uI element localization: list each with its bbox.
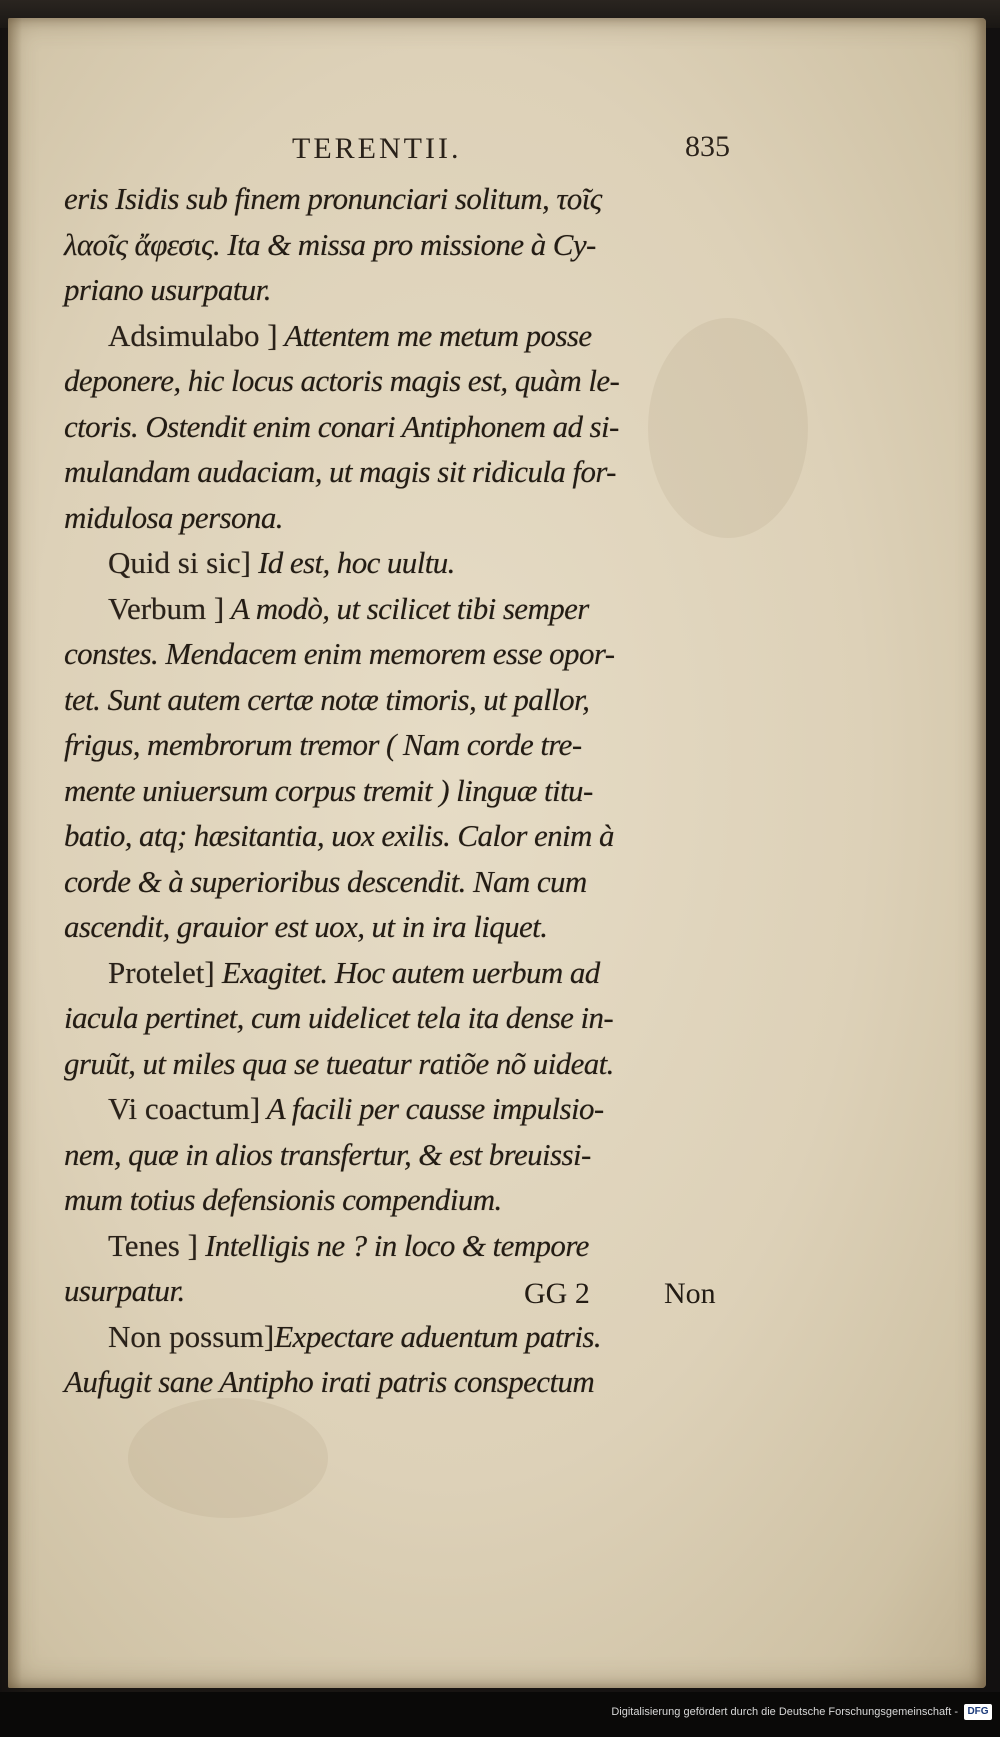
line-text: ctoris. Ostendit enim conari Antiphonem ad si- — [64, 408, 619, 444]
running-head-title: TERENTII. — [292, 132, 462, 165]
text-line — [64, 1177, 754, 1223]
text-line — [64, 495, 754, 541]
dfg-logo-icon: DFG — [964, 1704, 992, 1720]
line-text: ascendit, grauior est uox, ut in ira liquet. — [64, 909, 548, 944]
line-text: mulandam audaciam, ut magis sit ridicula for- — [64, 454, 616, 489]
text-line — [64, 1041, 754, 1087]
digitization-credit: Digitalisierung gefördert durch die Deutsche Forschungsgemeinschaft - — [611, 1706, 958, 1718]
text-line — [64, 1359, 754, 1405]
line-text: iacula pertinet, cum uidelicet tela ita dense in- — [64, 1000, 614, 1035]
lemma: Vi coactum] — [108, 1091, 261, 1126]
book-page — [8, 18, 986, 1688]
text-line — [64, 1086, 754, 1132]
lemma: Tenes ] — [108, 1227, 198, 1263]
running-head — [68, 126, 768, 176]
text-line — [64, 768, 754, 814]
line-text: Aufugit sane Antipho irati patris conspectum — [64, 1364, 595, 1399]
commentary-text — [64, 176, 754, 1405]
catchword: Non — [664, 1277, 716, 1310]
text-line — [64, 950, 754, 996]
lemma: Adsimulabo ] — [108, 317, 278, 353]
text-line — [64, 267, 754, 313]
lemma: Quid si sic] — [108, 545, 251, 580]
text-line — [64, 449, 754, 495]
text-line — [64, 358, 754, 404]
text-line — [64, 1223, 754, 1269]
line-text: eris Isidis sub finem pronunciari solitum, τοῖς — [64, 181, 602, 216]
text-line — [64, 313, 754, 359]
lemma: Protelet] — [108, 954, 215, 990]
line-text: mum totius defensionis compendium. — [64, 1182, 502, 1217]
signature-mark: GG 2 — [524, 1277, 590, 1310]
line-text: deponere, hic locus actoris magis est, quàm le- — [64, 363, 620, 398]
text-line — [64, 222, 754, 268]
text-line — [64, 813, 754, 859]
line-text: Id est, hoc uultu. — [250, 545, 455, 580]
line-text: A facili per causse impulsio- — [260, 1091, 604, 1126]
line-text: Attentem me metum posse — [277, 317, 592, 353]
text-line — [64, 586, 754, 632]
line-text: λαοῖς ἄφεσις. Ita & missa pro missione à Cy- — [64, 226, 596, 262]
line-text: Expectare aduentum patris. — [274, 1318, 601, 1354]
line-text: priano usurpatur. — [64, 272, 271, 307]
line-text: constes. Mendacem enim memorem esse opor- — [64, 636, 615, 671]
text-line — [64, 722, 754, 768]
text-line — [64, 1132, 754, 1178]
line-text: corde & à superioribus descendit. Nam cum — [64, 863, 587, 899]
line-text: Intelligis ne ? in loco & tempore — [197, 1227, 589, 1263]
text-line — [64, 904, 754, 950]
text-line — [64, 859, 754, 905]
text-line — [64, 176, 754, 222]
line-text: A modò, ut scilicet tibi semper — [224, 590, 589, 626]
line-text: usurpatur. — [64, 1273, 185, 1308]
line-text: frigus, membrorum tremor ( Nam corde tre- — [64, 727, 582, 762]
lemma: Verbum ] — [108, 590, 225, 626]
line-text: mente uniuersum corpus tremit ) linguæ titu- — [64, 772, 593, 808]
text-line — [64, 404, 754, 450]
text-line — [64, 631, 754, 677]
line-text: gruũt, ut miles qua se tueatur ratiõe nõ uideat. — [64, 1045, 614, 1081]
line-text: batio, atq; hæsitantia, uox exilis. Calor enim à — [64, 818, 614, 853]
lemma: Non possum] — [108, 1318, 275, 1354]
text-line — [64, 540, 754, 586]
text-line — [64, 995, 754, 1041]
line-text: tet. Sunt autem certæ notæ timoris, ut pallor, — [64, 681, 590, 717]
digitization-footer — [0, 1692, 1000, 1737]
page-number: 835 — [685, 130, 730, 163]
paper-stain — [128, 1398, 328, 1518]
line-text: Exagitet. Hoc autem uerbum ad — [214, 954, 600, 990]
line-text: midulosa persona. — [64, 499, 283, 535]
line-text: nem, quæ in alios transfertur, & est breuissi- — [64, 1136, 591, 1172]
text-line — [64, 1314, 754, 1360]
text-line — [64, 677, 754, 723]
page-footer — [64, 1273, 764, 1319]
